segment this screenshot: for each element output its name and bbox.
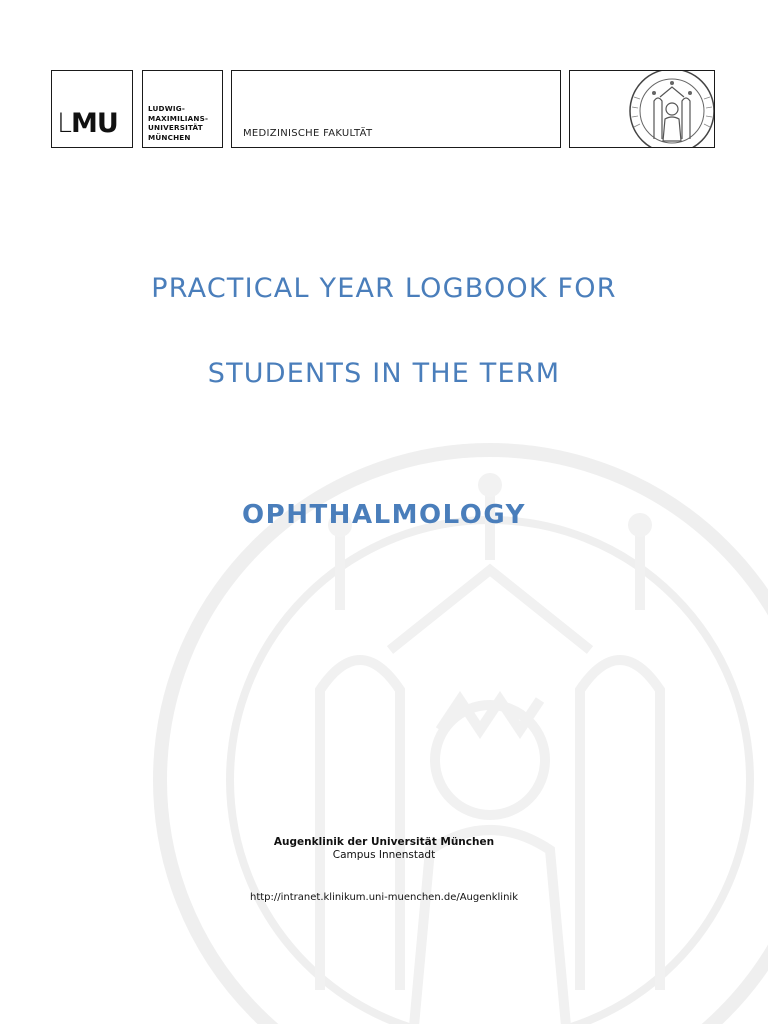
university-seal-icon [620, 70, 715, 148]
faculty-box [231, 70, 561, 148]
title-line-2: STUDENTS IN THE TERM [207, 358, 561, 389]
university-name-line: MAXIMILIANS- [148, 113, 209, 123]
clinic-url-link[interactable]: http://intranet.klinikum.uni-muenchen.de/Augenklinik [250, 892, 518, 903]
title-line-1: PRACTICAL YEAR LOGBOOK FOR [151, 273, 617, 304]
university-name-line: MÜNCHEN [148, 132, 191, 142]
faculty-name: MEDIZINISCHE FAKULTÄT [243, 128, 373, 139]
clinic-name: Augenklinik der Universität München [273, 836, 495, 848]
seal-box [569, 70, 715, 148]
clinic-campus: Campus Innenstadt [332, 849, 436, 861]
clinic-info [0, 836, 768, 862]
lmu-logo-box [51, 70, 133, 148]
logo-letter-l: L [57, 108, 72, 139]
university-name-line: UNIVERSITÄT [148, 123, 203, 133]
university-name-box [142, 70, 223, 148]
logo-letters-mu: MU [71, 108, 118, 139]
subject-title: OPHTHALMOLOGY [242, 500, 526, 530]
university-name-line: LUDWIG- [148, 104, 186, 113]
university-name [148, 104, 208, 142]
lmu-logo [57, 110, 118, 137]
